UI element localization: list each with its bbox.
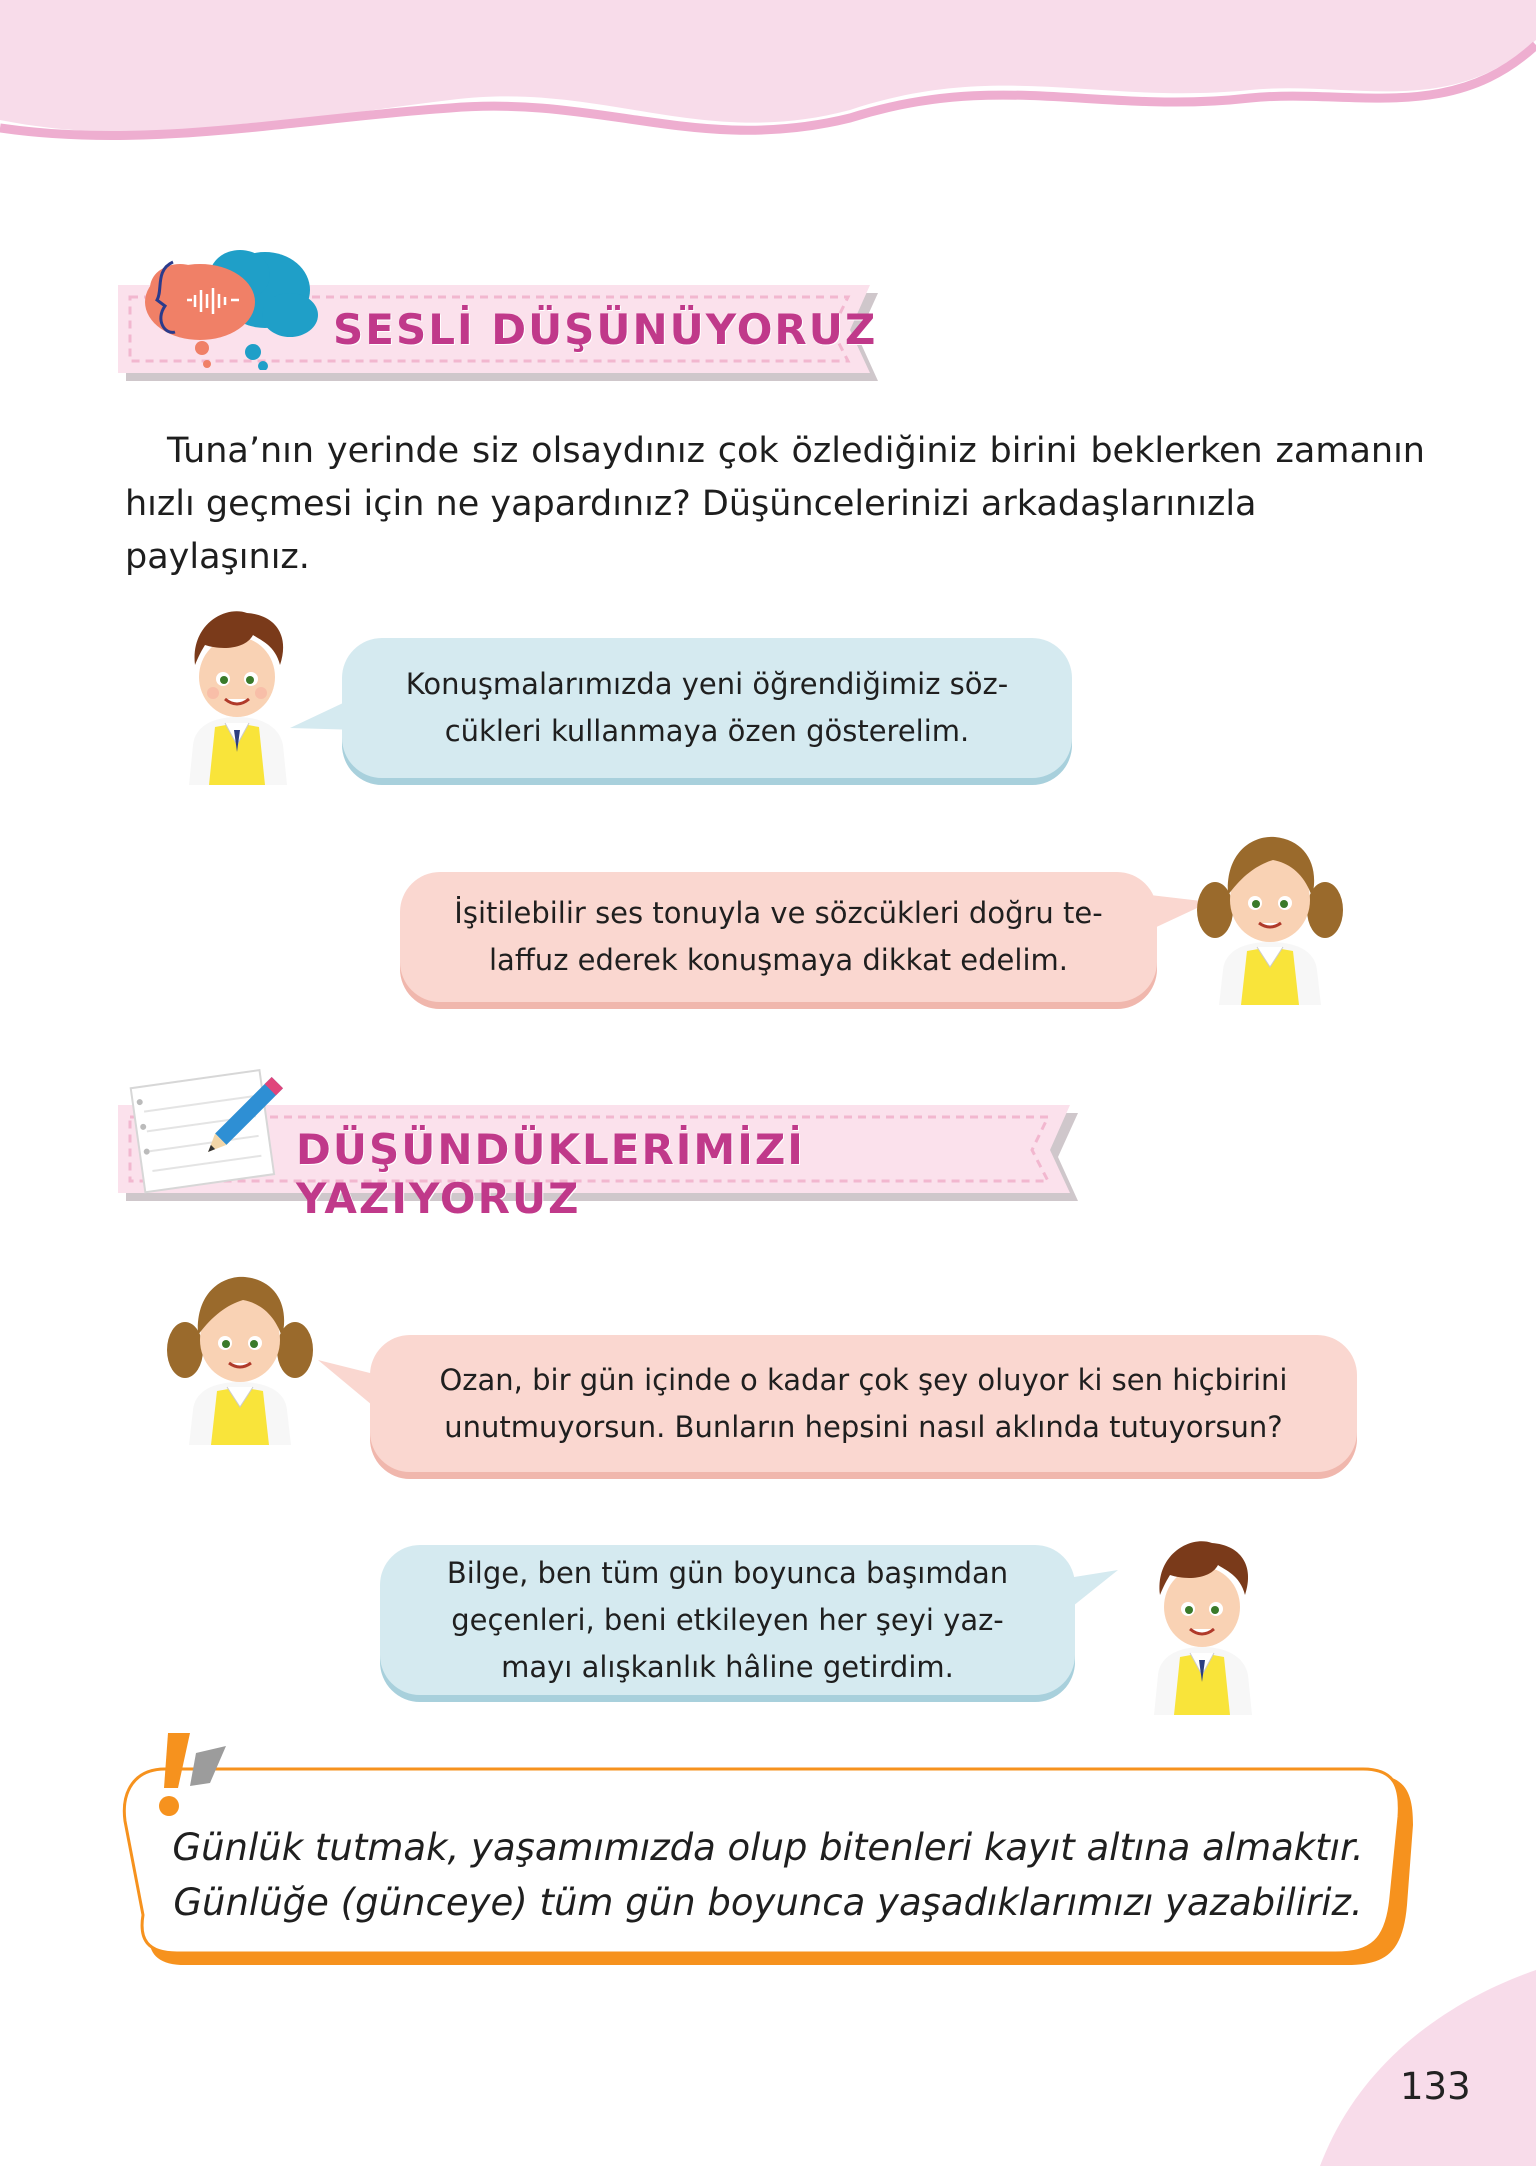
- notepad-pencil-icon: [122, 1058, 292, 1198]
- paragraph-line: Tuna’nın yerinde siz olsaydınız çok özlediğiniz birini beklerken zamanın: [167, 431, 1425, 471]
- bubble-line: laffuz ederek konuşmaya dikkat edelim.: [489, 943, 1068, 977]
- boy-character: [175, 605, 300, 785]
- bubble-tail: [1068, 1570, 1118, 1620]
- section-title: DÜŞÜNDÜKLERİMİZİ YAZIYORUZ: [296, 1125, 805, 1223]
- paragraph-line: hızlı geçmesi için ne yapardınız? Düşüncelerinizi arkadaşlarınızla paylaşınız.: [125, 484, 1257, 577]
- info-line: Günlük tutmak, yaşamımızda olup bitenleri kayıt altına almaktır.: [172, 1826, 1364, 1869]
- girl-character: [165, 1265, 315, 1445]
- bubble-line: cükleri kullanmaya özen gösterelim.: [444, 714, 970, 748]
- speech-bubble-girl-1: [400, 872, 1157, 1002]
- page-number: 133: [1400, 2065, 1471, 2108]
- bubble-line: Konuşmalarımızda yeni öğrendiğimiz söz-: [405, 667, 1009, 701]
- speech-bubble-boy-1: [342, 638, 1072, 778]
- top-wave-decoration: [0, 0, 1536, 160]
- speech-bubble-boy-2: [380, 1545, 1075, 1695]
- exclamation-icon: [148, 1728, 233, 1823]
- info-line: Günlüğe (günceye) tüm gün boyunca yaşadıklarımızı yazabiliriz.: [173, 1881, 1363, 1924]
- bubble-line: mayı alışkanlık hâline getirdim.: [501, 1649, 954, 1684]
- bubble-tail: [318, 1355, 378, 1415]
- bubble-line: geçenleri, beni etkileyen her şeyi yaz-: [451, 1602, 1004, 1637]
- thinking-cloud-icon: [125, 240, 325, 370]
- bubble-line: İşitilebilir ses tonuyla ve sözcükleri doğru te-: [454, 896, 1103, 930]
- boy-character: [1140, 1535, 1265, 1715]
- girl-character: [1195, 825, 1345, 1005]
- info-text: [0, 1820, 1536, 1930]
- speech-bubble-girl-2: [370, 1335, 1357, 1472]
- bubble-line: Ozan, bir gün içinde o kadar çok şey oluyor ki sen hiçbirini: [439, 1362, 1288, 1397]
- section-title: SESLİ DÜŞÜNÜYORUZ: [333, 305, 878, 354]
- intro-paragraph: [125, 425, 1425, 584]
- bubble-line: Bilge, ben tüm gün boyunca başımdan: [446, 1555, 1009, 1590]
- bubble-line: unutmuyorsun. Bunların hepsini nasıl aklında tutuyorsun?: [444, 1409, 1283, 1444]
